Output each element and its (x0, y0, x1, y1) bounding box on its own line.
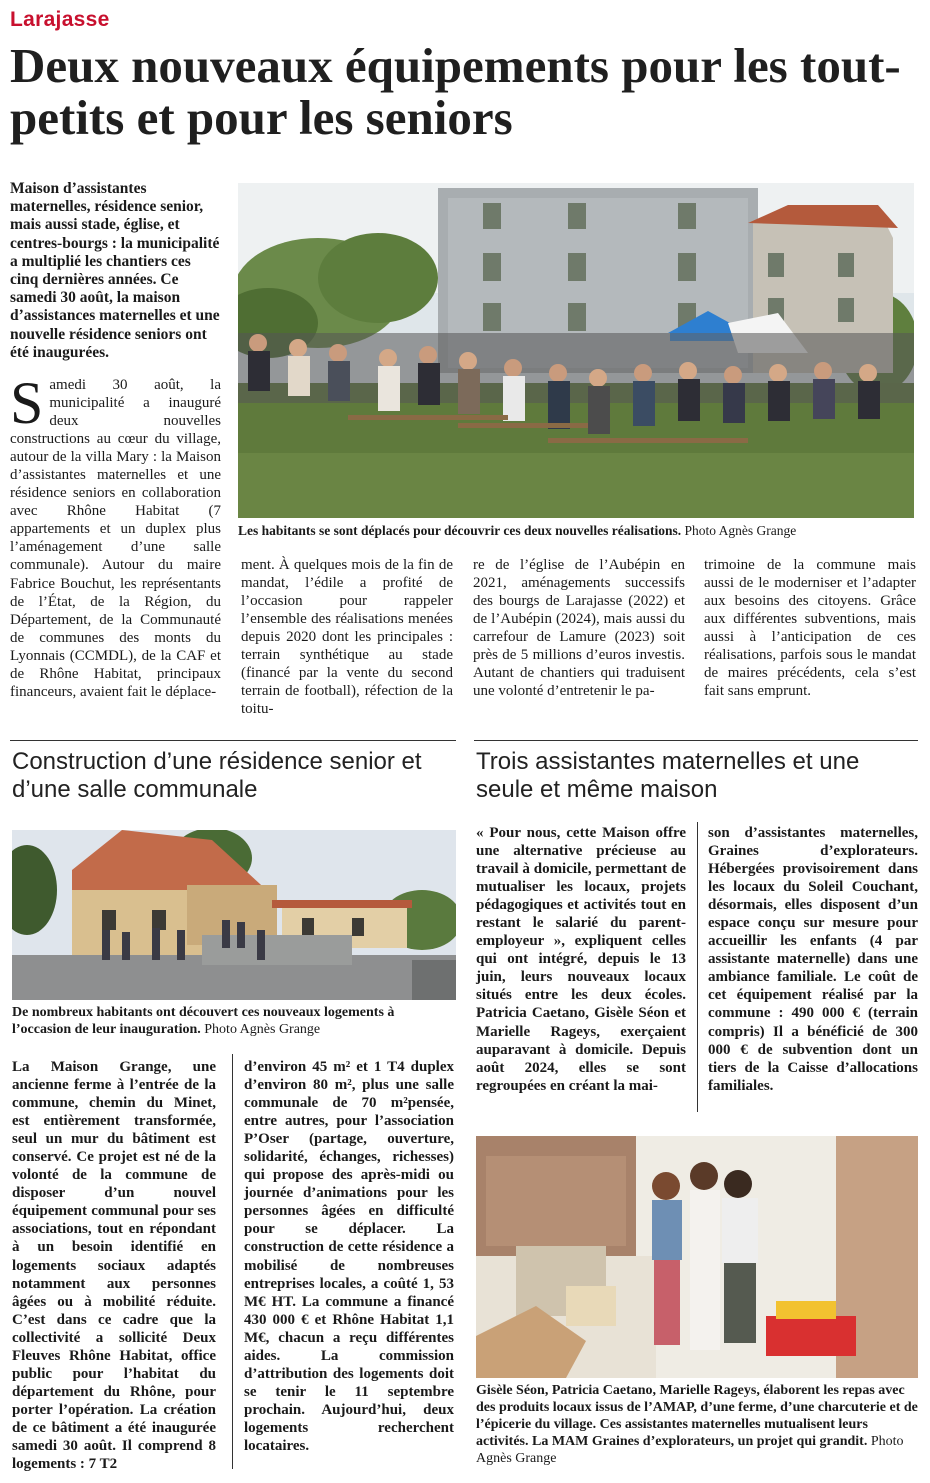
section-right-col-2: son d’assistantes maternelles, Graines d’explorateurs. Hébergées provisoirement dans les locaux du Soleil Couchant, désormais, elles disposent d’un espace conçu sur mesure pour accueillir les enfants (4 par assistante maternelle) dans une ambiance familiale. Le coût de cet équipement réalisé par la commune : 490 000 € (terrain compris) Il a bénéficié de 300 000 € de subvention dont un tiers de la Caisse d’allocations familiales. (708, 825, 918, 1094)
kicker: Larajasse (10, 8, 110, 31)
photo3-caption-text: Gisèle Séon, Patricia Caetano, Marielle Rageys, élaborent les repas avec des produits locaux issus de l’AMAP, d’une ferme, d’une charcuterie et de l’épicerie du village. Ces assistantes maternelles mutualisent leurs activités. La MAM Graines d’explorateurs, un projet qui grandit. (476, 1383, 918, 1449)
section-left-col-2: d’environ 45 m² et 1 T4 duplex d’environ 80 m², plus une salle communale de 70 m²pensée, entre autres, pour l’association P’Oser (partage, ouverture, solidarité, échanges, richesses) qui propose des après-midi ou journée d’animations pour les personnes âgées en difficulté pour se déplacer. La construction de cette résidence a mobilisé de nombreuses entreprises locales, a coûté 1, 53 M€ HT. La commune a financé 430 000 € et Rhône Habitat 1,1 M€, chacun a reçu différentes aides. La commission d’attribution des logements doit se tenir le 11 septembre prochain. Aujourd’hui, deux logements recherchent locataires. (244, 1059, 454, 1454)
photo-mam-assistantes (476, 1136, 918, 1378)
lead-col-3: re de l’église de l’Aubépin en 2021, aménagements successifs des bourgs de Larajasse (2022) et de l’Aubépin (2024), mais aussi du carrefour de Lamure (2023) soit près de 5 millions d’euros investis. Autant de chantiers qui traduisent une volonté d’entretenir le pa- (473, 557, 685, 700)
residence-illustration (12, 830, 456, 1000)
lead-col-4: trimoine de la commune mais aussi de le moderniser et l’adapter aux besoins des citoyens. Grâce aux différentes subventions, mais aussi à l’anticipation de ces réalisations, parfois sous le mandat de maires précédents, cela s’est fait sans emprunt. (704, 557, 916, 700)
dropcap: S (10, 370, 44, 436)
photo3-credit: Photo Agnès Grange (476, 1434, 904, 1466)
lead-col-2: ment. À quelques mois de la fin de mandat, l’édile a profité de l’occasion pour rappeler l’ensemble des réalisations menées depuis 2020 dont les principales : terrain synthétique au stade (financé par la vente du second terrain de football), réfection de la toitu- (241, 557, 453, 718)
chapo: Maison d’assistantes maternelles, résidence senior, mais aussi stade, église, et centres-bourgs : la municipalité a multiplié les chantiers ces cinq dernières années. Ce samedi 30 août, la maison d’assistances maternelles et une nouvelle résidence seniors ont été inaugurées. (10, 180, 220, 361)
divider-right (474, 740, 918, 741)
photo2-credit: Photo Agnès Grange (204, 1022, 321, 1037)
mam-illustration (476, 1136, 918, 1378)
section-right-col-1: « Pour nous, cette Maison offre une alternative précieuse au travail à domicile, permettant de mutualiser les locaux, projets pédagogiques et activités tout en restant le salarié du parent-employeur », expliquent celles qui ont intégré, depuis le 13 juin, leurs nouveaux locaux situés entre les deux écoles. Patricia Caetano, Gisèle Séon et Marielle Rageys, exerçaient auparavant à domicile. Depuis août 2024, elles se sont regroupées en créant la mai- (476, 825, 686, 1094)
lead-col-1-text: amedi 30 août, la municipalité a inauguré deux nouvelles constructions au cœur du village, autour de la villa Mary : la Maison d’assistantes maternelles et une résidence seniors en collaboration avec Rhône Habitat (7 appartements et un duplex plus l’aménagement d’une salle communale). Autour du maire Fabrice Bouchut, les représentants de l’État, de la Région, du Département, de la Communauté de communes des monts du Lyonnais (CCMDL), de la CAF et de Rhône Habitat, principaux financeurs, avaient fait le déplace- (10, 377, 221, 700)
crowd-illustration (238, 183, 914, 518)
headline: Deux nouveaux équipements pour les tout-petits et pour les seniors (10, 38, 901, 145)
section-left-col-1: La Maison Grange, une ancienne ferme à l’entrée de la commune, chemin du Minet, est entièrement transformée, seul un mur du bâtiment est conservé. Ce projet est né de la volonté de la commune de disposer d’un nouvel équipement communal pour ses associations, tout en répondant à un besoin identifié en logements sociaux adaptés notamment aux personnes âgées ou à mobilité réduite. C’est dans ce cadre que la collectivité a sollicité Deux Fleuves Rhône Habitat, office public pour l’habitat du département du Rhône, pour porter l’opération. La création de ce bâtiment a été inaugurée samedi 30 août. Il comprend 8 logements : 7 T2 (12, 1059, 216, 1473)
photo3-caption (476, 1382, 920, 1467)
photo-residence-senior (12, 830, 456, 1000)
section-left-col-divider (232, 1054, 233, 1469)
photo2-caption-text: De nombreux habitants ont découvert ces nouveaux logements à l’occasion de leur inauguration. (12, 1005, 395, 1037)
divider-left (10, 740, 456, 741)
section-right-col-divider (697, 822, 698, 1112)
lead-col-1 (10, 370, 221, 701)
section-right-title: Trois assistantes maternelles et une seule et même maison (476, 748, 860, 803)
photo1-caption (238, 522, 928, 539)
photo2-caption (12, 1004, 456, 1038)
section-left-title: Construction d’une résidence senior et d’une salle communale (12, 748, 422, 803)
photo1-caption-text: Les habitants se sont déplacés pour découvrir ces deux nouvelles réalisations. (238, 523, 682, 538)
photo1-credit: Photo Agnès Grange (684, 523, 797, 538)
photo-inauguration-crowd (238, 183, 914, 518)
